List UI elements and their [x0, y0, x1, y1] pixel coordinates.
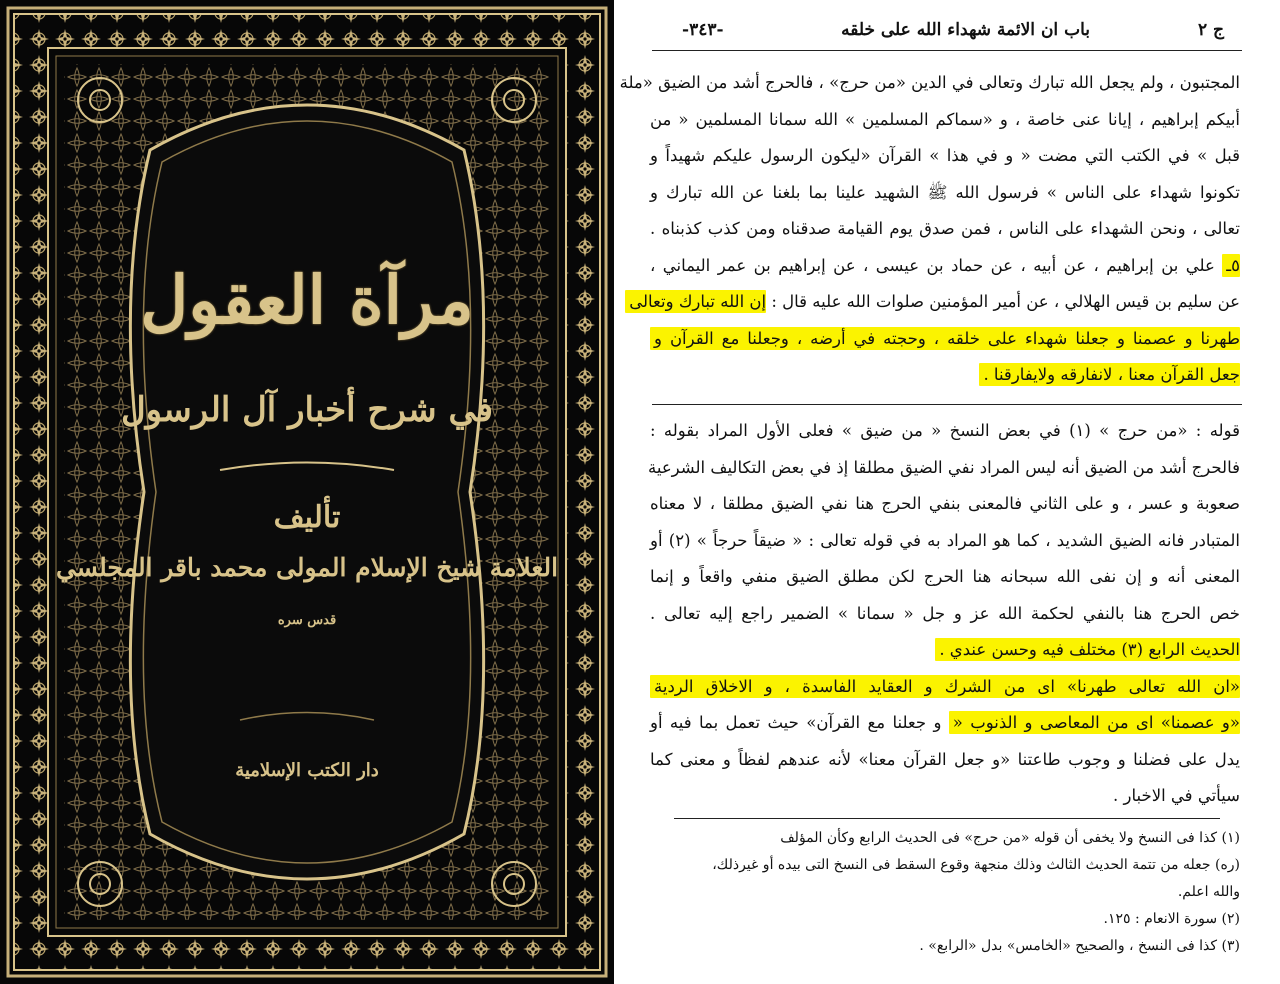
line-text: تعالى ، ونحن الشهداء على الناس ، فمن صدق يوم القيامة صدقناه ومن كذب كذبناه . — [650, 219, 1240, 238]
highlighted-text: إن الله تبارك وتعالى — [625, 290, 766, 313]
page-number: -٣٤٣- — [682, 20, 724, 40]
line-text: قبل » في الكتب التي مضت « و في هذا » القرآن «ليكون الرسول عليكم شهيداً و — [650, 146, 1240, 165]
hadith-line — [650, 103, 1240, 137]
hadith-line — [619, 66, 1240, 100]
line-text: خص الحرج هنا بالنفي لحكمة الله عز و جل « سمانا » الضمير راجع إليه تعالى . — [650, 603, 1240, 623]
line-text: المتبادر فانه الضيق الشديد ، كما هو المراد به في قوله تعالى : « ضيقاً حرجاً » (٢) أو — [650, 530, 1240, 550]
line-text: أبيكم إبراهيم ، إيانا عنى خاصة ، و «سماكم المسلمين » الله سمانا المسلمين « من — [650, 109, 1240, 129]
cover-talif: تأليف — [273, 500, 341, 535]
hadith-line — [650, 176, 1240, 210]
cover-small-line: قدس سره — [277, 613, 337, 628]
line-text: علي بن إبراهيم ، عن أبيه ، عن حماد بن عيسى ، عن إبراهيم بن عمر اليماني ، — [650, 255, 1223, 275]
commentary-line — [935, 633, 1240, 667]
highlighted-text: «ان الله تعالى طهرنا» اى من الشرك و العقايد الفاسدة ، و الاخلاق الردية — [650, 675, 1240, 698]
commentary-line — [650, 451, 1240, 485]
hadith-line — [650, 249, 1240, 283]
commentary-line — [650, 743, 1240, 777]
line-text: المجتبون ، ولم يجعل الله تبارك وتعالى في الدين «من حرج» ، فالحرج أشد من الضيق «ملة — [619, 73, 1240, 92]
commentary-line — [1113, 779, 1240, 813]
chapter-title: باب ان الائمة شهداء الله على خلقه — [841, 20, 1090, 40]
highlighted-text: الحديث الرابع (٣) مختلف فيه وحسن عندي . — [935, 638, 1240, 661]
commentary-line — [650, 670, 1240, 704]
footnote-line: (٣) كذا فى النسخ ، والصحيح «الخامس» بدل «الرابع» . — [919, 938, 1240, 954]
line-text: تكونوا شهداء على الناس » فرسول الله ﷺ الشهيد علينا بما بلغنا عن الله تبارك و — [650, 182, 1240, 202]
hadith-line — [979, 358, 1240, 392]
hadith-line — [650, 212, 1240, 246]
highlighted-text: طهرنا و عصمنا و جعلنا شهداء على خلقه ، وحجته في أرضه ، وجعلنا مع القرآن و — [650, 327, 1240, 350]
commentary-line — [650, 524, 1240, 558]
highlighted-text: ٥ـ — [1222, 254, 1240, 277]
commentary-line — [650, 706, 1240, 740]
footnote-line: والله اعلم. — [1177, 884, 1240, 900]
section-rule — [652, 404, 1242, 405]
commentary-line — [650, 487, 1240, 521]
cover-author: العلامة شيخ الإسلام المولى محمد باقر المجلسي — [55, 553, 559, 582]
cover-publisher: دار الكتب الإسلامية — [235, 760, 379, 781]
volume-number: ج ٢ — [1197, 20, 1224, 40]
footnote-line: (٢) سورة الانعام : ١٢٥. — [1103, 911, 1240, 927]
commentary-line — [650, 597, 1240, 631]
line-text: و جعلنا مع القرآن» حيث تعمل بما فيه أو — [650, 713, 949, 732]
footnote-rule — [674, 818, 1220, 819]
header-rule — [652, 50, 1242, 51]
line-text: المعنى أنه و إن نفى الله سبحانه هنا الحرج لكن مطلق الضيق منفي واقعاً و إنما — [650, 567, 1240, 586]
footnote-line: (ره) جعله من تتمة الحديث الثالث وذلك منجهة وقوع السقط فى النسخ التى بيده أو غيرذلك، — [712, 857, 1240, 873]
line-text: عن سليم بن قيس الهلالي ، عن أمير المؤمنين صلوات الله عليه قال : — [766, 292, 1240, 311]
hadith-line — [650, 322, 1240, 356]
book-page — [614, 0, 1280, 984]
cover-ornament — [0, 0, 614, 984]
commentary-line — [650, 414, 1240, 448]
hadith-line — [629, 285, 1240, 319]
line-text: سيأتي في الاخبار . — [1113, 786, 1240, 805]
highlighted-text: جعل القرآن معنا ، لانفارقه ولايفارقنا . — [979, 363, 1240, 386]
line-text: فالحرج أشد من الضيق أنه ليس المراد نفي الضيق مطلقا إذ في بعض التكاليف الشرعية — [648, 457, 1240, 477]
line-text: قوله : «من حرج » (١) في بعض النسخ « من ضيق » فعلى الأول المراد بقوله : — [650, 421, 1240, 440]
line-text: صعوبة و عسر ، و على الثاني فالمعنى بنفي الحرج هنا نفي الضيق مطلقا ، لا معناه — [650, 494, 1240, 513]
book-cover — [0, 0, 614, 984]
commentary-line — [650, 560, 1240, 594]
line-text: يدل على فضلنا و وجوب طاعتنا «و جعل القرآن معنا» لأنه عندهم لفظاً و معنى كما — [650, 749, 1240, 769]
cover-title: مرآة العقول — [140, 261, 474, 339]
highlighted-text: «و عصمنا» اى من المعاصى و الذنوب « — [949, 711, 1240, 734]
cover-subtitle: في شرح أخبار آل الرسول — [120, 390, 494, 430]
footnote-line: (١) كذا فى النسخ ولا يخفى أن قوله «من حرج» فى الحديث الرابع وكأن المؤلف — [780, 830, 1240, 846]
hadith-line — [650, 139, 1240, 173]
